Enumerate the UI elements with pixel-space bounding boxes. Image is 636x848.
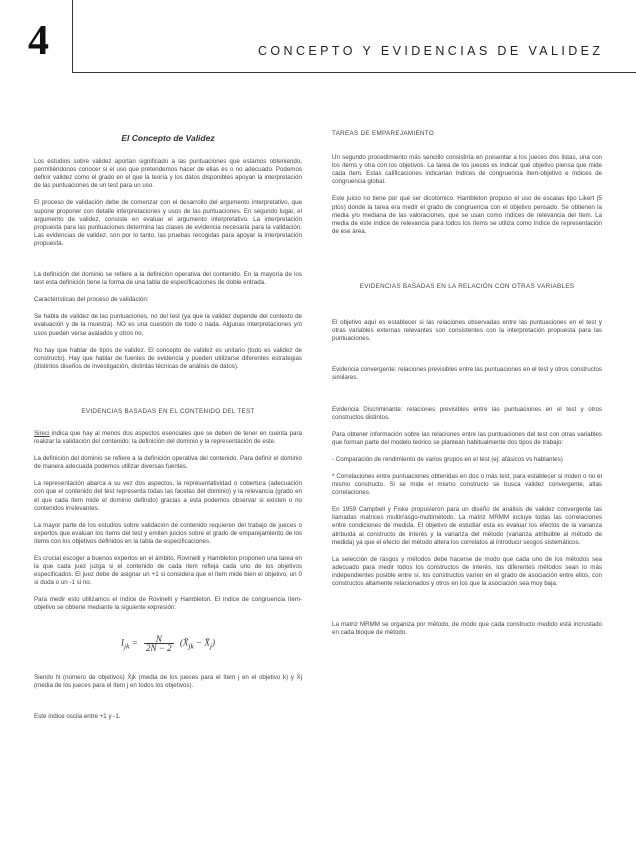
paragraph: - Comparación de rendimiento de varios grupos en el test (ej: afásicos vs hablantes) — [332, 455, 563, 463]
right-column — [332, 130, 602, 646]
paragraph: Para obtener información sobre las relaciones entre las puntuaciones del test con otras variables que forman parte del modelo teórico se plantean habitualmente dos tipos de trabajo: — [332, 430, 602, 446]
section-title-emparejamiento: TAREAS DE EMPAREJAMIENTO — [332, 130, 435, 137]
author-link-sireci[interactable]: Sireci — [34, 429, 50, 437]
page-header — [0, 0, 636, 75]
paragraph: La matriz MRMM se organiza por método, de modo que cada constructo medido está incrustado en cada bloque de método. — [332, 621, 602, 637]
paragraph: Para medir esto utilizamos el índice de Rovinelli y Hambleton. El índice de congruencia ítem-objetivo se obtiene mediante la siguiente expresión: — [34, 596, 302, 612]
paragraph: Este juicio no tiene por qué ser dicotómico. Hambleton propuso el uso de escalas tipo Likert (5 ptos) donde la tarea era medir el grado de congruencia con el objetivo pensado. Se obtienen la media y/o mediana de las valoraciones, que se usan como índices de relevancia del ítem. La media de este índice de relevancia para todos los ítems se utiliza como índice de representación de ese área. — [332, 195, 602, 235]
paragraph: * Correlaciones entre puntuaciones obtenidas en dos o más test, para establecer si miden o no el mismo constructo. Si se mide el mismo constructo se busca validez convergente, altas correlaciones. — [332, 472, 602, 497]
section-title-relacion: EVIDENCIAS BASADAS EN LA RELACIÓN CON OTRAS VARIABLES — [359, 282, 575, 290]
paragraph: Sireci indica que hay al menos dos aspectos esenciales que se deben de tener en cuenta para realizar la validación del contenido: la definición del dominio y la representación de este. — [34, 429, 302, 446]
header-vertical-divider — [72, 0, 73, 73]
paragraph: Siendo N (número de objetivos) X̄jk (media de los jueces para el ítem j en el objetivo k) y X̄j (media de los jueces para el ítem j en todos los objetivos). — [34, 673, 302, 689]
paragraph: La definición del dominio se refiere a la definición operativa del contenido. Para definir el dominio de manera adecuada podemos utilizar diversas fuentes. — [34, 455, 302, 471]
paragraph: En 1959 Campbell y Fiske propusieron para un diseño de análisis de validez convergente las llamadas matrices multirrasgo-multimétodo. La matriz MRMM incluye todas las correlaciones entre condiciones de medida. El objetivo de estudiar esta es evaluar los efectos de la varianza atribuida al constructo de interés y la varianza del método (varianza atribuible al método de medida) ya que el efecto del método altera los correlatos al introducir sesgos sistemáticos. — [332, 506, 602, 546]
section-title-contenido: EVIDENCIAS BASADAS EN EL CONTENIDO DEL TEST — [81, 407, 255, 415]
paragraph: Características del proceso de validación: — [34, 296, 149, 304]
paragraph: El objetivo aquí es establecer si las relaciones observadas entre las puntuaciones en el test y otras variables externas relevantes son consistentes con la interpretación propuesta para las puntuaciones. — [332, 319, 602, 343]
paragraph: Se habla de validez de las puntuaciones, no del test (ya que la validez depende del contexto de evaluación y de la muestra). NO es una cuestión de todo o nada. Algunas interpretaciones y/o usos pueden verse avalados y otros no. — [34, 313, 302, 337]
left-column — [34, 130, 302, 730]
paragraph: Los estudios sobre validez aportan significado a las puntuaciones que estamos obteniendo, permitiéndonos conocer si el uso que pretendemos hacer de ellas es o no adecuado. Podemos definir validez como el grado en el que la teoría y los datos disponibles apoyan la interpretación de las puntuaciones de un test para un uso. — [34, 158, 302, 190]
paragraph: La selección de rasgos y métodos debe hacerse de modo que cada uno de los métodos sea adecuado para medir todos los constructos de interés, los diferentes métodos sean lo más independientes posible entre sí, los constructos varíen en el grado de asociación entre ellos, con constructos altamente relacionados y otros en los que la asociación sea muy baja. — [332, 555, 602, 587]
paragraph: Un segundo procedimiento más sencillo consistiría en presentar a los jueces dos listas, una con los ítems y otra con los objetivos. La tarea de los jueces es indicar qué objetivo piensa que mide cada ítem. Estas calificaciones indicarían índices de congruencia ítem-objetivo e índices de congruencia global. — [332, 154, 602, 186]
paragraph: No hay que hablar de tipos de validez. El concepto de validez es unitario (todo es validez de constructo). Hay que hablar de fuentes de evidencia y pueden utilizarse diferentes estrategias (distintos diseños de investigación, distintas técnicas de análisis de datos). — [34, 346, 302, 370]
congruence-formula: $I_{jk}$ = $\frac{N}{2N - 2}$ ($X̄_{jk}$ − $X̄_j$) — [121, 633, 215, 653]
paragraph: La definición del dominio se refiere a la definición operativa del contenido. En la mayoría de los test esta definición tiene la forma de una tabla de especificaciones de doble entrada. — [34, 271, 302, 287]
paragraph: La representación abarca a su vez dos aspectos, la representatividad o cobertura (adecuación con que el contenido del test representa todas las facetas del dominio) y la relevancia (grado en el que cada ítem mide el dominio definido) gracias a esta podemos observar si existen o no contenidos irrelevantes. — [34, 480, 302, 512]
chapter-number: 4 — [28, 18, 49, 64]
section-title-concepto: El Concepto de Validez — [121, 133, 215, 143]
paragraph: Este índice oscila entre +1 y -1. — [34, 712, 121, 720]
paragraph: Es crucial escoger a buenos expertos en el ámbito. Rovinelli y Hambleton proponen una tarea en la que cada juez juzga si el contenido de cada ítem refleja cada uno de los objetivos especificados. El juez debe de asignar un +1 si considera que el ítem mide bien el objetivo, un 0 si duda o un -1 si no. — [34, 555, 302, 587]
paragraph: Evidencia Discriminante: relaciones previsibles entre las puntuaciones en el test y otros constructos distintos. — [332, 405, 602, 421]
chapter-title: CONCEPTO Y EVIDENCIAS DE VALIDEZ — [258, 44, 604, 58]
paragraph: La mayor parte de los estudios sobre validación de contenido requieren del trabajo de jueces o expertos que evalúan los ítems del test y emiten juicios sobre el grado de emparejamiento de los ítems con los objetivos definidos en la tabla de especificaciones. — [34, 521, 302, 545]
paragraph: Evidencia convergente: relaciones previsibles entre las puntuaciones en el test y otros constructos similares. — [332, 366, 602, 382]
paragraph: El proceso de validación debe de comenzar con el desarrollo del argumento interpretativo, que supone proponer con detalle interpretaciones y usos de las puntuaciones. En segundo lugar, el argumento de validez, consiste en evaluar el argumento interpretativo. La interpretación propuesta para las puntuaciones determina las clases de evidencia necesaria para la validación. Las evidencias de validez, son por lo tanto, las pruebas recogidas para apoyar la interpretación propuesta. — [34, 199, 302, 247]
header-horizontal-divider — [72, 72, 636, 73]
